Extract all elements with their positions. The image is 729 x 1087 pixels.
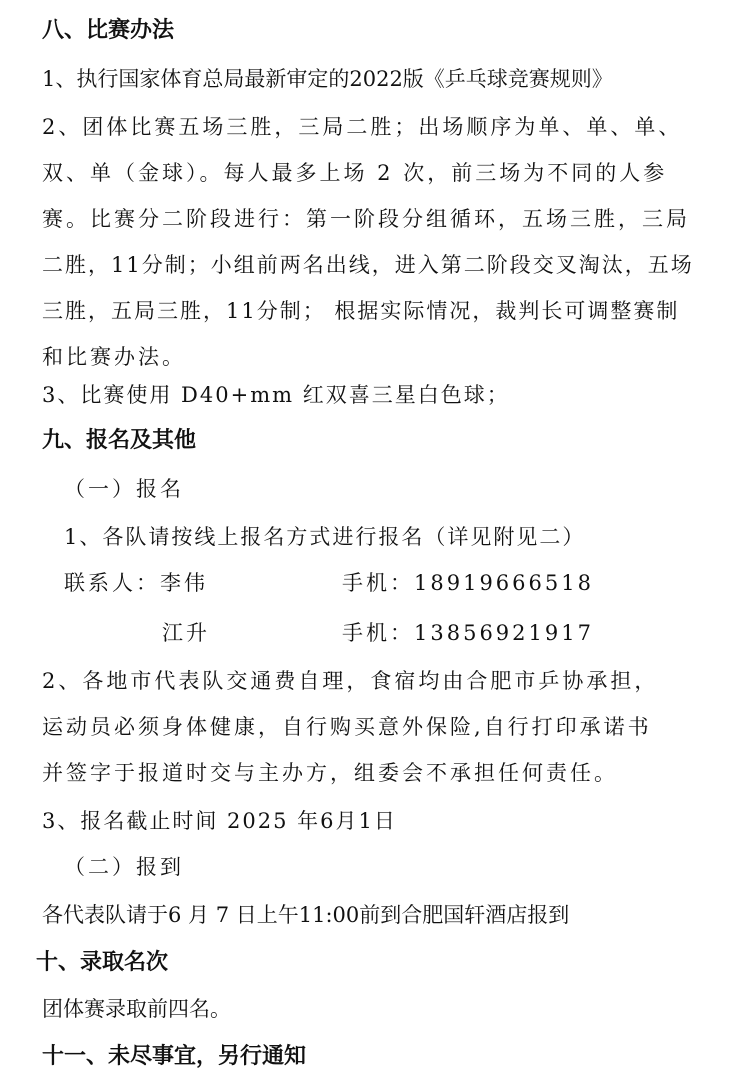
section-8-item-2-line-6: 和比赛办法。 — [42, 345, 186, 369]
section-8-heading: 八、比赛办法 — [42, 18, 175, 43]
section-8-item-1: 1、执行国家体育总局最新审定的2022版《乒乓球竞赛规则》 — [42, 67, 613, 91]
contact-name-2: 江升 — [162, 621, 210, 645]
section-8-item-2-line-4: 二胜，11分制；小组前两名出线，进入第二阶段交叉淘汰，五场 — [42, 253, 694, 277]
section-8-item-2-line-2: 双、单（金球）。每人最多上场 2 次，前三场为不同的人参 — [42, 161, 668, 185]
section-8-item-3: 3、比赛使用 D40+mm 红双喜三星白色球； — [42, 383, 510, 407]
section-11-heading: 十一、未尽事宜，另行通知 — [42, 1044, 307, 1069]
contact-name-1: 联系人：李伟 — [64, 571, 208, 595]
section-10-heading: 十、录取名次 — [36, 950, 169, 975]
section-9-item-2-line-1: 2、各地市代表队交通费自理，食宿均由合肥市乒协承担， — [42, 669, 659, 693]
section-9-heading: 九、报名及其他 — [42, 428, 197, 453]
section-9-item-1: 1、各队请按线上报名方式进行报名（详见附见二） — [64, 525, 586, 549]
section-8-item-2-line-3: 赛。比赛分二阶段进行：第一阶段分组循环，五场三胜，三局 — [42, 207, 690, 231]
section-8-item-2-line-5: 三胜，五局三胜，11分制； 根据实际情况，裁判长可调整赛制 — [42, 299, 680, 323]
section-9-report-text: 各代表队请于6 月 7 日上午11:00前到合肥国轩酒店报到 — [42, 903, 570, 927]
section-9-item-2-line-2: 运动员必须身体健康，自行购买意外保险,自行打印承诺书 — [42, 715, 652, 739]
contact-phone-2: 手机：13856921917 — [342, 621, 594, 645]
section-9-item-3: 3、报名截止时间 2025 年6月1日 — [42, 809, 397, 833]
section-9-sub-heading-1: （一）报名 — [64, 477, 184, 501]
section-9-sub-heading-2: （二）报到 — [64, 855, 184, 879]
section-8-item-2-line-1: 2、团体比赛五场三胜，三局二胜；出场顺序为单、单、单、 — [42, 115, 683, 139]
contact-phone-1: 手机：18919666518 — [342, 571, 594, 595]
section-10-text: 团体赛录取前四名。 — [42, 997, 231, 1021]
section-9-item-2-line-3: 并签字于报道时交与主办方，组委会不承担任何责任。 — [42, 761, 618, 785]
